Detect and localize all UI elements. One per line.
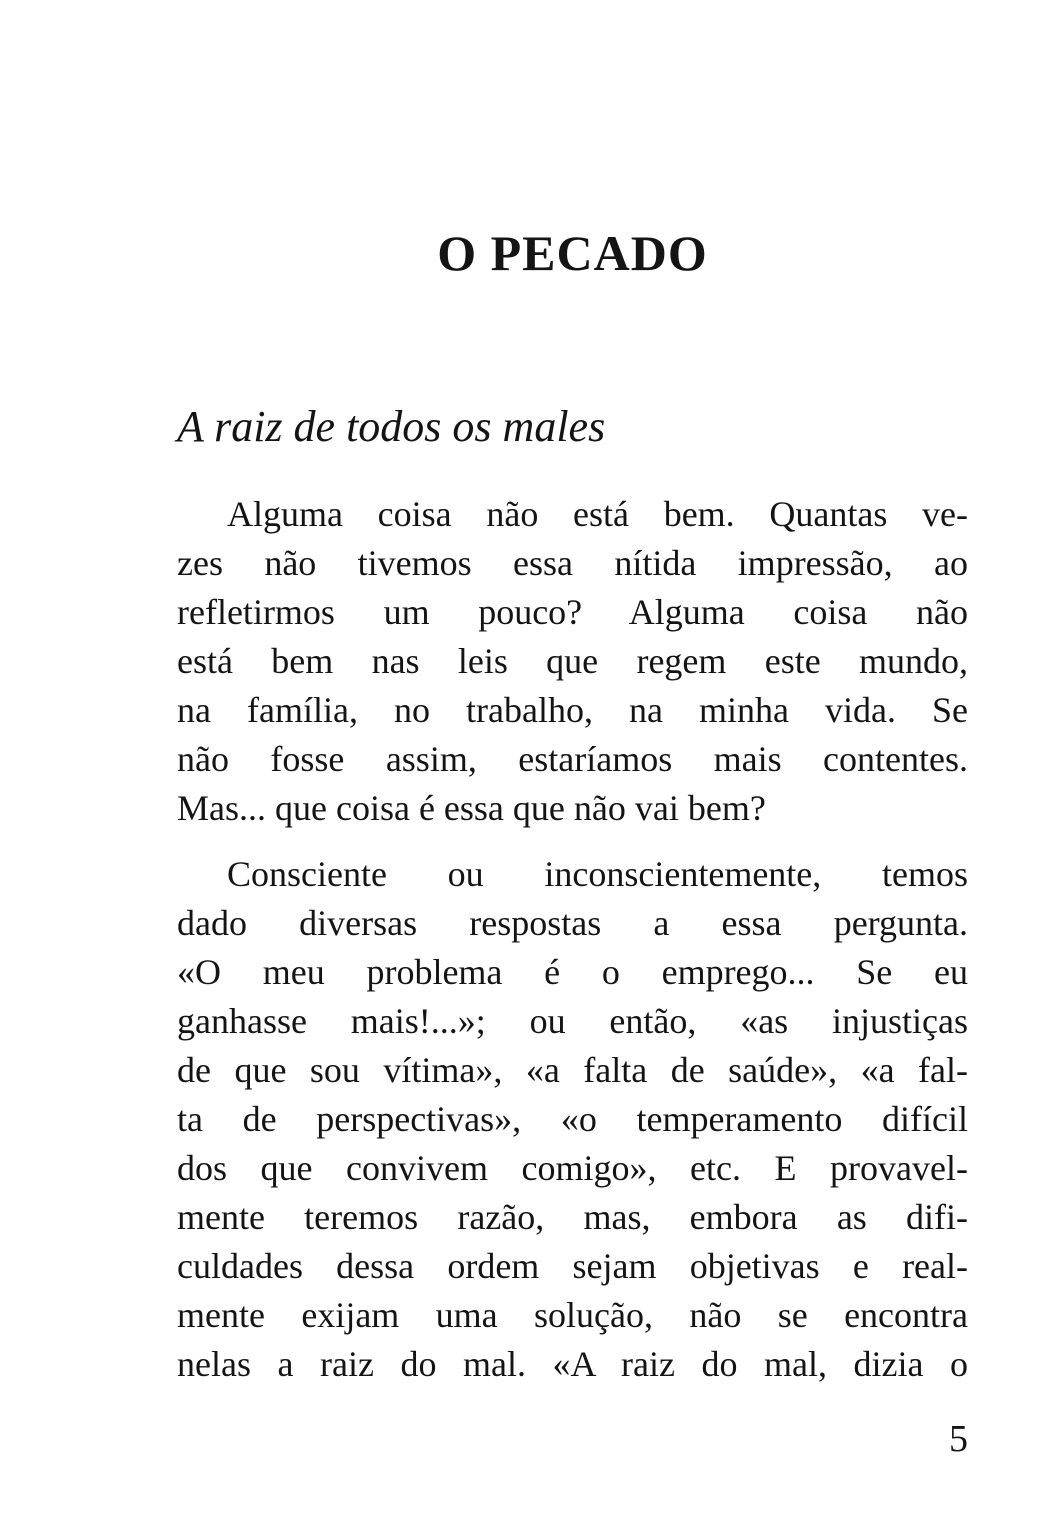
text-line: não fosse assim, estaríamos mais contentes. (177, 739, 968, 779)
text-line: zes não tivemos essa nítida impressão, ao (177, 543, 968, 583)
text-line: na família, no trabalho, na minha vida. Se (177, 690, 968, 730)
body-text (177, 490, 968, 1389)
text-line: Alguma coisa não está bem. Quantas ve- (227, 494, 968, 534)
text-line: mente exijam uma solução, não se encontra (177, 1295, 968, 1335)
text-line: dos que convivem comigo», etc. E provavel- (177, 1148, 968, 1188)
paragraph (177, 490, 968, 833)
page-number: 5 (949, 1418, 968, 1460)
text-line: refletirmos um pouco? Alguma coisa não (177, 592, 968, 632)
text-line: está bem nas leis que regem este mundo, (177, 641, 968, 681)
text-line: Consciente ou inconscientemente, temos (227, 854, 968, 894)
text-line: ta de perspectivas», «o temperamento difícil (177, 1099, 968, 1139)
text-line: Mas... que coisa é essa que não vai bem? (177, 788, 766, 828)
text-line: «O meu problema é o emprego... Se eu (177, 952, 968, 992)
text-line: culdades dessa ordem sejam objetivas e real- (177, 1246, 968, 1286)
text-line: ganhasse mais!...»; ou então, «as injustiças (177, 1001, 968, 1041)
paragraph (177, 850, 968, 1389)
text-line: mente teremos razão, mas, embora as difi- (177, 1197, 968, 1237)
text-line: de que sou vítima», «a falta de saúde», «a fal- (177, 1050, 968, 1090)
chapter-title: O PECADO (437, 225, 708, 281)
text-line: dado diversas respostas a essa pergunta. (177, 903, 968, 943)
section-subtitle: A raiz de todos os males (177, 402, 606, 451)
text-block (177, 0, 968, 1535)
text-line: nelas a raiz do mal. «A raiz do mal, dizia o (177, 1344, 968, 1384)
